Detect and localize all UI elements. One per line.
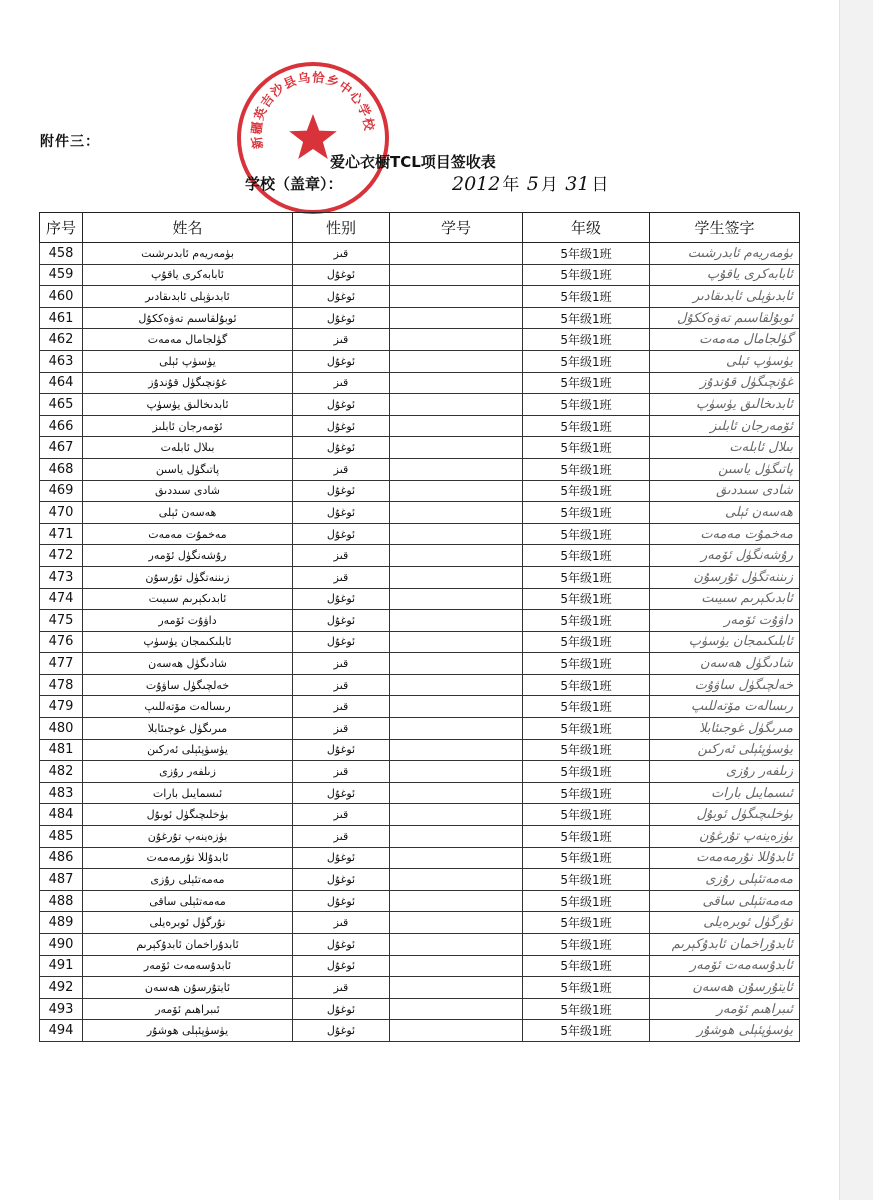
student-signature: نۇرگۈل ئوبرەيلى xyxy=(650,912,800,934)
student-signature: داۋۇت ئۆمەر xyxy=(650,610,800,632)
student-sex: قىز xyxy=(293,674,390,696)
student-id xyxy=(390,523,523,545)
student-grade: 5年级1班 xyxy=(523,998,650,1020)
row-number: 480 xyxy=(40,718,83,740)
student-name: زىننەتگۈل تۇرسۇن xyxy=(83,566,293,588)
student-grade: 5年级1班 xyxy=(523,804,650,826)
student-sex: ئوغۇل xyxy=(293,1020,390,1042)
student-name: ئۆمەرجان ئابلىز xyxy=(83,415,293,437)
student-signature: ئايتۇرسۇن ھەسەن xyxy=(650,977,800,999)
student-grade: 5年级1班 xyxy=(523,415,650,437)
page-edge xyxy=(839,0,873,1200)
student-sex: قىز xyxy=(293,977,390,999)
student-name: شادىگۈل ھەسەن xyxy=(83,653,293,675)
row-number: 469 xyxy=(40,480,83,502)
student-grade: 5年级1班 xyxy=(523,977,650,999)
student-grade: 5年级1班 xyxy=(523,458,650,480)
student-grade: 5年级1班 xyxy=(523,890,650,912)
student-name: داۋۇت ئۆمەر xyxy=(83,610,293,632)
student-sex: ئوغۇل xyxy=(293,631,390,653)
row-number: 467 xyxy=(40,437,83,459)
student-id xyxy=(390,610,523,632)
column-header-name: 姓名 xyxy=(83,213,293,243)
student-sex: ئوغۇل xyxy=(293,394,390,416)
student-grade: 5年级1班 xyxy=(523,674,650,696)
student-signature: ئابدۇللا نۇرمەمەت xyxy=(650,847,800,869)
row-number: 476 xyxy=(40,631,83,653)
column-header-grade: 年级 xyxy=(523,213,650,243)
page-title: 爱心衣橱TCL项目签收表 xyxy=(330,153,496,171)
student-signature: يۈسۈپئېلى ئەركىن xyxy=(650,739,800,761)
student-signature: بۈخلىچىگۈل ئوبۇل xyxy=(650,804,800,826)
student-name: زىلفەر رۇزى xyxy=(83,761,293,783)
row-number: 461 xyxy=(40,307,83,329)
student-name: يۈسۈپئېلى ھوشۇر xyxy=(83,1020,293,1042)
column-header-sex: 性别 xyxy=(293,213,390,243)
row-number: 490 xyxy=(40,934,83,956)
student-sex: ئوغۇل xyxy=(293,934,390,956)
student-signature: ئابابەكرى ياقۇپ xyxy=(650,264,800,286)
student-name: نۇرگۈل ئوبرەيلى xyxy=(83,912,293,934)
student-id xyxy=(390,912,523,934)
student-name: خەلچىگۈل ساۋۇت xyxy=(83,674,293,696)
table-row xyxy=(40,804,800,826)
student-id xyxy=(390,674,523,696)
student-grade: 5年级1班 xyxy=(523,761,650,783)
sign-date xyxy=(450,170,608,195)
table-row xyxy=(40,566,800,588)
row-number: 459 xyxy=(40,264,83,286)
row-number: 475 xyxy=(40,610,83,632)
student-signature: غۇنچىگۈل قۇندۇز xyxy=(650,372,800,394)
table-row xyxy=(40,869,800,891)
school-stamp-label: 学校（盖章）： xyxy=(245,175,343,193)
table-row xyxy=(40,523,800,545)
student-id xyxy=(390,696,523,718)
student-signature: شادى سىددىق xyxy=(650,480,800,502)
student-sex: قىز xyxy=(293,458,390,480)
student-id xyxy=(390,350,523,372)
student-grade: 5年级1班 xyxy=(523,588,650,610)
student-sex: ئوغۇل xyxy=(293,437,390,459)
date-month-label: 月 xyxy=(540,175,558,195)
table-row xyxy=(40,350,800,372)
row-number: 481 xyxy=(40,739,83,761)
student-name: پاتىگۈل ياسىن xyxy=(83,458,293,480)
student-sex: ئوغۇل xyxy=(293,264,390,286)
row-number: 468 xyxy=(40,458,83,480)
student-sex: ئوغۇل xyxy=(293,286,390,308)
student-name: ئابلىكىمجان يۈسۈپ xyxy=(83,631,293,653)
row-number: 464 xyxy=(40,372,83,394)
table-row xyxy=(40,480,800,502)
student-id xyxy=(390,847,523,869)
student-name: بىلال ئابلەت xyxy=(83,437,293,459)
row-number: 492 xyxy=(40,977,83,999)
row-number: 493 xyxy=(40,998,83,1020)
student-grade: 5年级1班 xyxy=(523,350,650,372)
row-number: 458 xyxy=(40,243,83,265)
student-grade: 5年级1班 xyxy=(523,782,650,804)
student-name: ئابدىخالىق يۈسۈپ xyxy=(83,394,293,416)
student-grade: 5年级1班 xyxy=(523,826,650,848)
student-grade: 5年级1班 xyxy=(523,480,650,502)
row-number: 473 xyxy=(40,566,83,588)
student-name: بۈخلىچىگۈل ئوبۇل xyxy=(83,804,293,826)
student-id xyxy=(390,890,523,912)
sign-off-table xyxy=(39,212,800,1042)
student-grade: 5年级1班 xyxy=(523,523,650,545)
student-grade: 5年级1班 xyxy=(523,869,650,891)
student-sex: ئوغۇل xyxy=(293,502,390,524)
column-header-student-id: 学号 xyxy=(390,213,523,243)
student-name: مىرىگۈل غوجىئابلا xyxy=(83,718,293,740)
student-grade: 5年级1班 xyxy=(523,847,650,869)
student-signature: رۇشەنگۈل ئۆمەر xyxy=(650,545,800,567)
student-name: غۇنچىگۈل قۇندۇز xyxy=(83,372,293,394)
student-sex: قىز xyxy=(293,696,390,718)
student-name: ئابدۇللا نۇرمەمەت xyxy=(83,847,293,869)
student-id xyxy=(390,739,523,761)
student-grade: 5年级1班 xyxy=(523,653,650,675)
student-signature: زىننەتگۈل تۇرسۇن xyxy=(650,566,800,588)
table-row xyxy=(40,955,800,977)
student-sex: ئوغۇل xyxy=(293,782,390,804)
student-name: مەمەتئېلى رۇزى xyxy=(83,869,293,891)
table-row xyxy=(40,631,800,653)
row-number: 488 xyxy=(40,890,83,912)
student-grade: 5年级1班 xyxy=(523,696,650,718)
table-row xyxy=(40,739,800,761)
student-sex: ئوغۇل xyxy=(293,588,390,610)
student-name: ئابدىۋېلى ئابدىقادىر xyxy=(83,286,293,308)
student-signature: رىسالەت مۆتەللىپ xyxy=(650,696,800,718)
row-number: 479 xyxy=(40,696,83,718)
student-grade: 5年级1班 xyxy=(523,955,650,977)
table-row xyxy=(40,588,800,610)
table-row xyxy=(40,890,800,912)
student-sex: قىز xyxy=(293,566,390,588)
student-id xyxy=(390,394,523,416)
student-grade: 5年级1班 xyxy=(523,394,650,416)
student-id xyxy=(390,566,523,588)
annex-label: 附件三： xyxy=(40,134,100,150)
student-sex: ئوغۇل xyxy=(293,523,390,545)
student-name: رىسالەت مۆتەللىپ xyxy=(83,696,293,718)
table-row xyxy=(40,458,800,480)
row-number: 489 xyxy=(40,912,83,934)
student-id xyxy=(390,458,523,480)
student-id xyxy=(390,826,523,848)
student-signature: ئابدۇسەمەت ئۆمەر xyxy=(650,955,800,977)
student-sex: قىز xyxy=(293,761,390,783)
table-row xyxy=(40,847,800,869)
row-number: 482 xyxy=(40,761,83,783)
student-sex: قىز xyxy=(293,718,390,740)
student-signature: بىلال ئابلەت xyxy=(650,437,800,459)
student-name: ئابدىكېرىم سىيىت xyxy=(83,588,293,610)
column-header-signature: 学生签字 xyxy=(650,213,800,243)
student-id xyxy=(390,1020,523,1042)
student-grade: 5年级1班 xyxy=(523,307,650,329)
student-id xyxy=(390,372,523,394)
student-signature: شادىگۈل ھەسەن xyxy=(650,653,800,675)
student-id xyxy=(390,998,523,1020)
student-sex: ئوغۇل xyxy=(293,480,390,502)
student-signature: زىلفەر رۇزى xyxy=(650,761,800,783)
student-name: رۇشەنگۈل ئۆمەر xyxy=(83,545,293,567)
student-grade: 5年级1班 xyxy=(523,502,650,524)
table-row xyxy=(40,372,800,394)
student-name: ئىسمايىل بارات xyxy=(83,782,293,804)
student-name: ئايتۇرسۇن ھەسەن xyxy=(83,977,293,999)
student-id xyxy=(390,480,523,502)
student-name: ئىبراھىم ئۆمەر xyxy=(83,998,293,1020)
student-sex: ئوغۇل xyxy=(293,890,390,912)
table-body xyxy=(40,243,800,1042)
row-number: 470 xyxy=(40,502,83,524)
student-name: شادى سىددىق xyxy=(83,480,293,502)
row-number: 494 xyxy=(40,1020,83,1042)
student-id xyxy=(390,264,523,286)
student-grade: 5年级1班 xyxy=(523,1020,650,1042)
table-row xyxy=(40,718,800,740)
student-grade: 5年级1班 xyxy=(523,545,650,567)
student-name: ئابابەكرى ياقۇپ xyxy=(83,264,293,286)
date-year-label: 年 xyxy=(502,175,520,195)
student-grade: 5年级1班 xyxy=(523,286,650,308)
student-signature: ئىسمايىل بارات xyxy=(650,782,800,804)
student-sex: ئوغۇل xyxy=(293,415,390,437)
student-name: بۈزەينەپ تۇرغۇن xyxy=(83,826,293,848)
table-header-row xyxy=(40,213,800,243)
row-number: 463 xyxy=(40,350,83,372)
student-name: يۈسۈپ ئېلى xyxy=(83,350,293,372)
student-id xyxy=(390,955,523,977)
row-number: 484 xyxy=(40,804,83,826)
student-grade: 5年级1班 xyxy=(523,243,650,265)
student-signature: ئىبراھىم ئۆمەر xyxy=(650,998,800,1020)
student-id xyxy=(390,653,523,675)
date-day: 31 xyxy=(565,173,590,195)
student-sex: ئوغۇل xyxy=(293,955,390,977)
student-signature: بۈمەريەم ئابدرشىت xyxy=(650,243,800,265)
student-id xyxy=(390,934,523,956)
table-row xyxy=(40,912,800,934)
student-name: بۈمەريەم ئابدىرشىت xyxy=(83,243,293,265)
table-row xyxy=(40,826,800,848)
student-signature: مەمەتئېلى رۇزى xyxy=(650,869,800,891)
student-grade: 5年级1班 xyxy=(523,912,650,934)
table-row xyxy=(40,437,800,459)
student-sex: ئوغۇل xyxy=(293,350,390,372)
student-grade: 5年级1班 xyxy=(523,372,650,394)
student-sex: قىز xyxy=(293,912,390,934)
student-grade: 5年级1班 xyxy=(523,610,650,632)
student-grade: 5年级1班 xyxy=(523,566,650,588)
seal-text: 新疆英吉沙县乌恰乡中心学校 xyxy=(248,69,378,150)
table-row xyxy=(40,545,800,567)
table-row xyxy=(40,653,800,675)
table-row xyxy=(40,502,800,524)
student-id xyxy=(390,437,523,459)
student-id xyxy=(390,588,523,610)
row-number: 477 xyxy=(40,653,83,675)
student-name: يۈسۈپئېلى ئەركىن xyxy=(83,739,293,761)
row-number: 485 xyxy=(40,826,83,848)
student-id xyxy=(390,869,523,891)
student-sex: قىز xyxy=(293,545,390,567)
table-row xyxy=(40,394,800,416)
row-number: 491 xyxy=(40,955,83,977)
student-sex: ئوغۇل xyxy=(293,998,390,1020)
student-signature: مەمەتئېلى ساقى xyxy=(650,890,800,912)
student-grade: 5年级1班 xyxy=(523,264,650,286)
date-day-label: 日 xyxy=(591,175,609,195)
student-id xyxy=(390,286,523,308)
student-name: ئوبۇلقاسىم تەۋەككۇل xyxy=(83,307,293,329)
student-signature: ئابدۇراخمان ئابدۇكېرىم xyxy=(650,934,800,956)
student-sex: ئوغۇل xyxy=(293,869,390,891)
table-row xyxy=(40,761,800,783)
student-id xyxy=(390,502,523,524)
table-row xyxy=(40,782,800,804)
student-id xyxy=(390,782,523,804)
student-id xyxy=(390,761,523,783)
student-name: مەخمۇت مەمەت xyxy=(83,523,293,545)
student-id xyxy=(390,307,523,329)
student-signature: بۈزەينەپ تۇرغۇن xyxy=(650,826,800,848)
table-row xyxy=(40,415,800,437)
table-row xyxy=(40,674,800,696)
table-row xyxy=(40,286,800,308)
row-number: 483 xyxy=(40,782,83,804)
date-month: 5 xyxy=(526,173,539,195)
table-row xyxy=(40,307,800,329)
student-signature: مەخمۇت مەمەت xyxy=(650,523,800,545)
date-year: 2012 xyxy=(452,173,501,195)
row-number: 478 xyxy=(40,674,83,696)
student-signature: ئابدىخالىق يۈسۈپ xyxy=(650,394,800,416)
table-row xyxy=(40,1020,800,1042)
student-grade: 5年级1班 xyxy=(523,437,650,459)
table-row xyxy=(40,243,800,265)
student-id xyxy=(390,631,523,653)
row-number: 466 xyxy=(40,415,83,437)
row-number: 487 xyxy=(40,869,83,891)
student-signature: ئوبۇلقاسىم تەۋەككۇل xyxy=(650,307,800,329)
student-id xyxy=(390,545,523,567)
student-sex: قىز xyxy=(293,329,390,351)
student-sex: قىز xyxy=(293,243,390,265)
row-number: 471 xyxy=(40,523,83,545)
student-name: گۈلجامال مەمەت xyxy=(83,329,293,351)
student-signature: ئابلىكىمجان يۈسۈپ xyxy=(650,631,800,653)
row-number: 472 xyxy=(40,545,83,567)
student-signature: پاتىگۈل ياسىن xyxy=(650,458,800,480)
student-sex: قىز xyxy=(293,372,390,394)
student-signature: ئۆمەرجان ئابلىز xyxy=(650,415,800,437)
student-signature: مىرىگۈل غوجىئابلا xyxy=(650,718,800,740)
student-signature: يۈسۈپ ئېلى xyxy=(650,350,800,372)
student-grade: 5年级1班 xyxy=(523,329,650,351)
student-signature: گۈلجامال مەمەت xyxy=(650,329,800,351)
row-number: 460 xyxy=(40,286,83,308)
table-row xyxy=(40,696,800,718)
column-header-number: 序号 xyxy=(40,213,83,243)
student-signature: ھەسەن ئېلى xyxy=(650,502,800,524)
student-id xyxy=(390,804,523,826)
table-row xyxy=(40,264,800,286)
student-grade: 5年级1班 xyxy=(523,934,650,956)
student-signature: ئابدىۋېلى ئابدىقادىر xyxy=(650,286,800,308)
student-id xyxy=(390,415,523,437)
student-sex: ئوغۇل xyxy=(293,739,390,761)
student-id xyxy=(390,718,523,740)
table-row xyxy=(40,329,800,351)
student-grade: 5年级1班 xyxy=(523,739,650,761)
table-row xyxy=(40,998,800,1020)
student-sex: ئوغۇل xyxy=(293,307,390,329)
table-row xyxy=(40,977,800,999)
student-sex: ئوغۇل xyxy=(293,610,390,632)
student-name: ئابدۇراخمان ئابدۇكېرىم xyxy=(83,934,293,956)
student-grade: 5年级1班 xyxy=(523,631,650,653)
row-number: 474 xyxy=(40,588,83,610)
table-row xyxy=(40,610,800,632)
student-signature: يۈسۈپئېلى ھوشۇر xyxy=(650,1020,800,1042)
row-number: 462 xyxy=(40,329,83,351)
student-name: ھەسەن ئېلى xyxy=(83,502,293,524)
student-signature: خەلچىگۈل ساۋۇت xyxy=(650,674,800,696)
student-grade: 5年级1班 xyxy=(523,718,650,740)
student-sex: قىز xyxy=(293,653,390,675)
student-sex: قىز xyxy=(293,826,390,848)
table-row xyxy=(40,934,800,956)
student-sex: قىز xyxy=(293,804,390,826)
student-id xyxy=(390,977,523,999)
student-sex: ئوغۇل xyxy=(293,847,390,869)
student-name: مەمەتئېلى ساقى xyxy=(83,890,293,912)
row-number: 465 xyxy=(40,394,83,416)
student-name: ئابدۇسەمەت ئۆمەر xyxy=(83,955,293,977)
student-id xyxy=(390,329,523,351)
student-signature: ئابدىكېرىم سىيىت xyxy=(650,588,800,610)
row-number: 486 xyxy=(40,847,83,869)
student-id xyxy=(390,243,523,265)
